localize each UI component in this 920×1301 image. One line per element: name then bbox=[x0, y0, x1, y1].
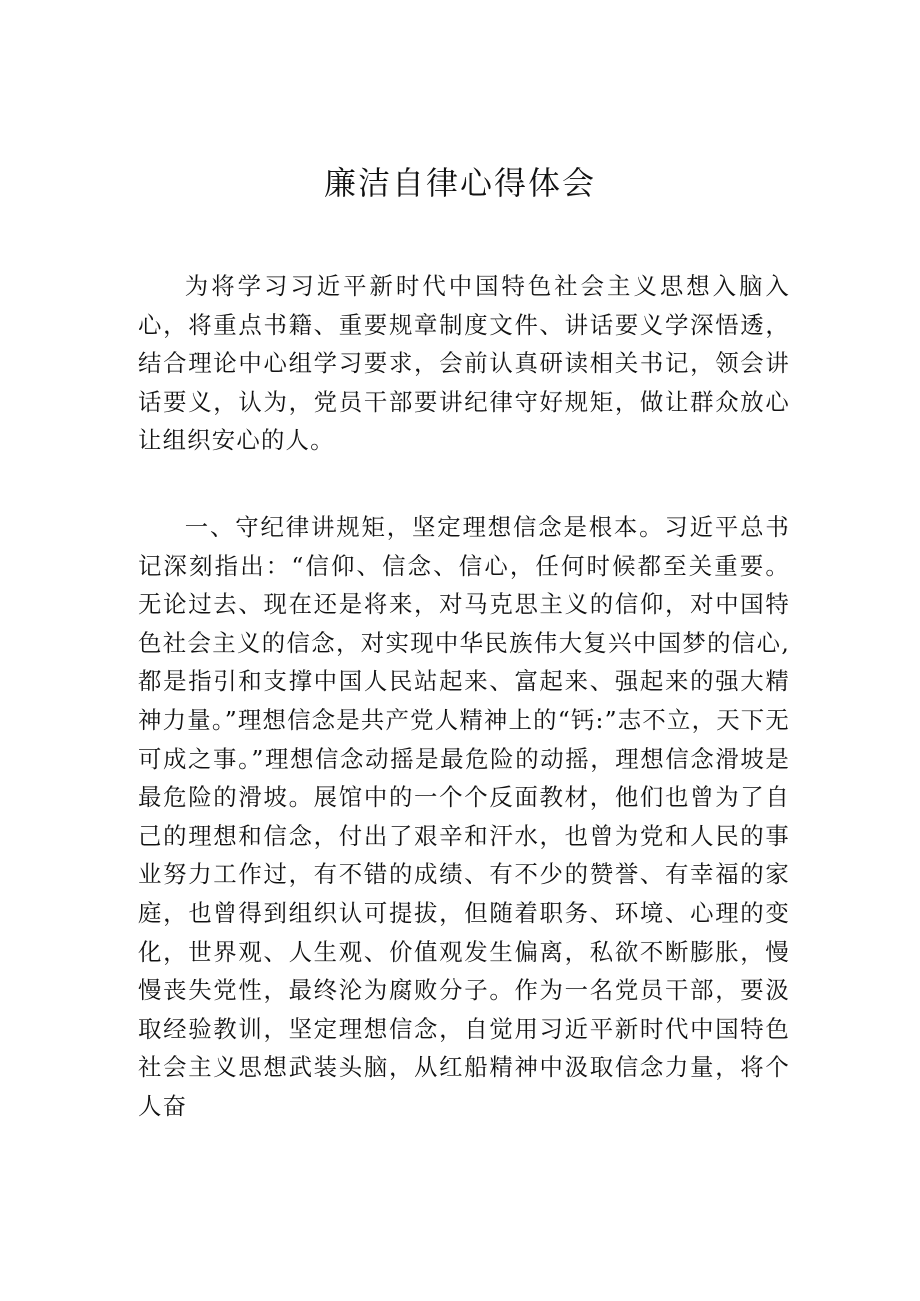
document-title: 廉洁自律心得体会 bbox=[323, 164, 596, 203]
paragraph-section-one: 一、守纪律讲规矩，坚定理想信念是根本。习近平总书记深刻指出：“信仰、信念、信心，任何时候都至关重要。无论过去、现在还是将来，对马克思主义的信仰，对中国特色社会主义的信念，对实现中华民族伟大复兴中国梦的信心,都是指引和支撑中国人民站起来、富起来、强起来的强大精神力量。”理想信念是共产党人精神上的“钙:”志不立，天下无可成之事。”理想信念动摇是最危险的动摇，理想信念滑坡是最危险的滑坡。展馆中的一个个反面教材，他们也曾为了自己的理想和信念，付出了艰辛和汗水，也曾为党和人民的事业努力工作过，有不错的成绩、有不少的赞誉、有幸福的家庭，也曾得到组织认可提拔，但随着职务、环境、心理的变化，世界观、人生观、价值观发生偏离，私欲不断膨胀，慢慢丧失党性，最终沦为腐败分子。作为一名党员干部，要汲取经验教训，坚定理想信念，自觉用习近平新时代中国特色社会主义思想武装头脑，从红船精神中汲取信念力量，将个人奋 bbox=[138, 513, 790, 1120]
paragraph-intro: 为将学习习近平新时代中国特色社会主义思想入脑入心，将重点书籍、重要规章制度文件、讲话要义学深悟透，结合理论中心组学习要求，会前认真研读相关书记，领会讲话要义，认为，党员干部要讲纪律守好规矩，做让群众放心让组织安心的人。 bbox=[138, 272, 790, 455]
